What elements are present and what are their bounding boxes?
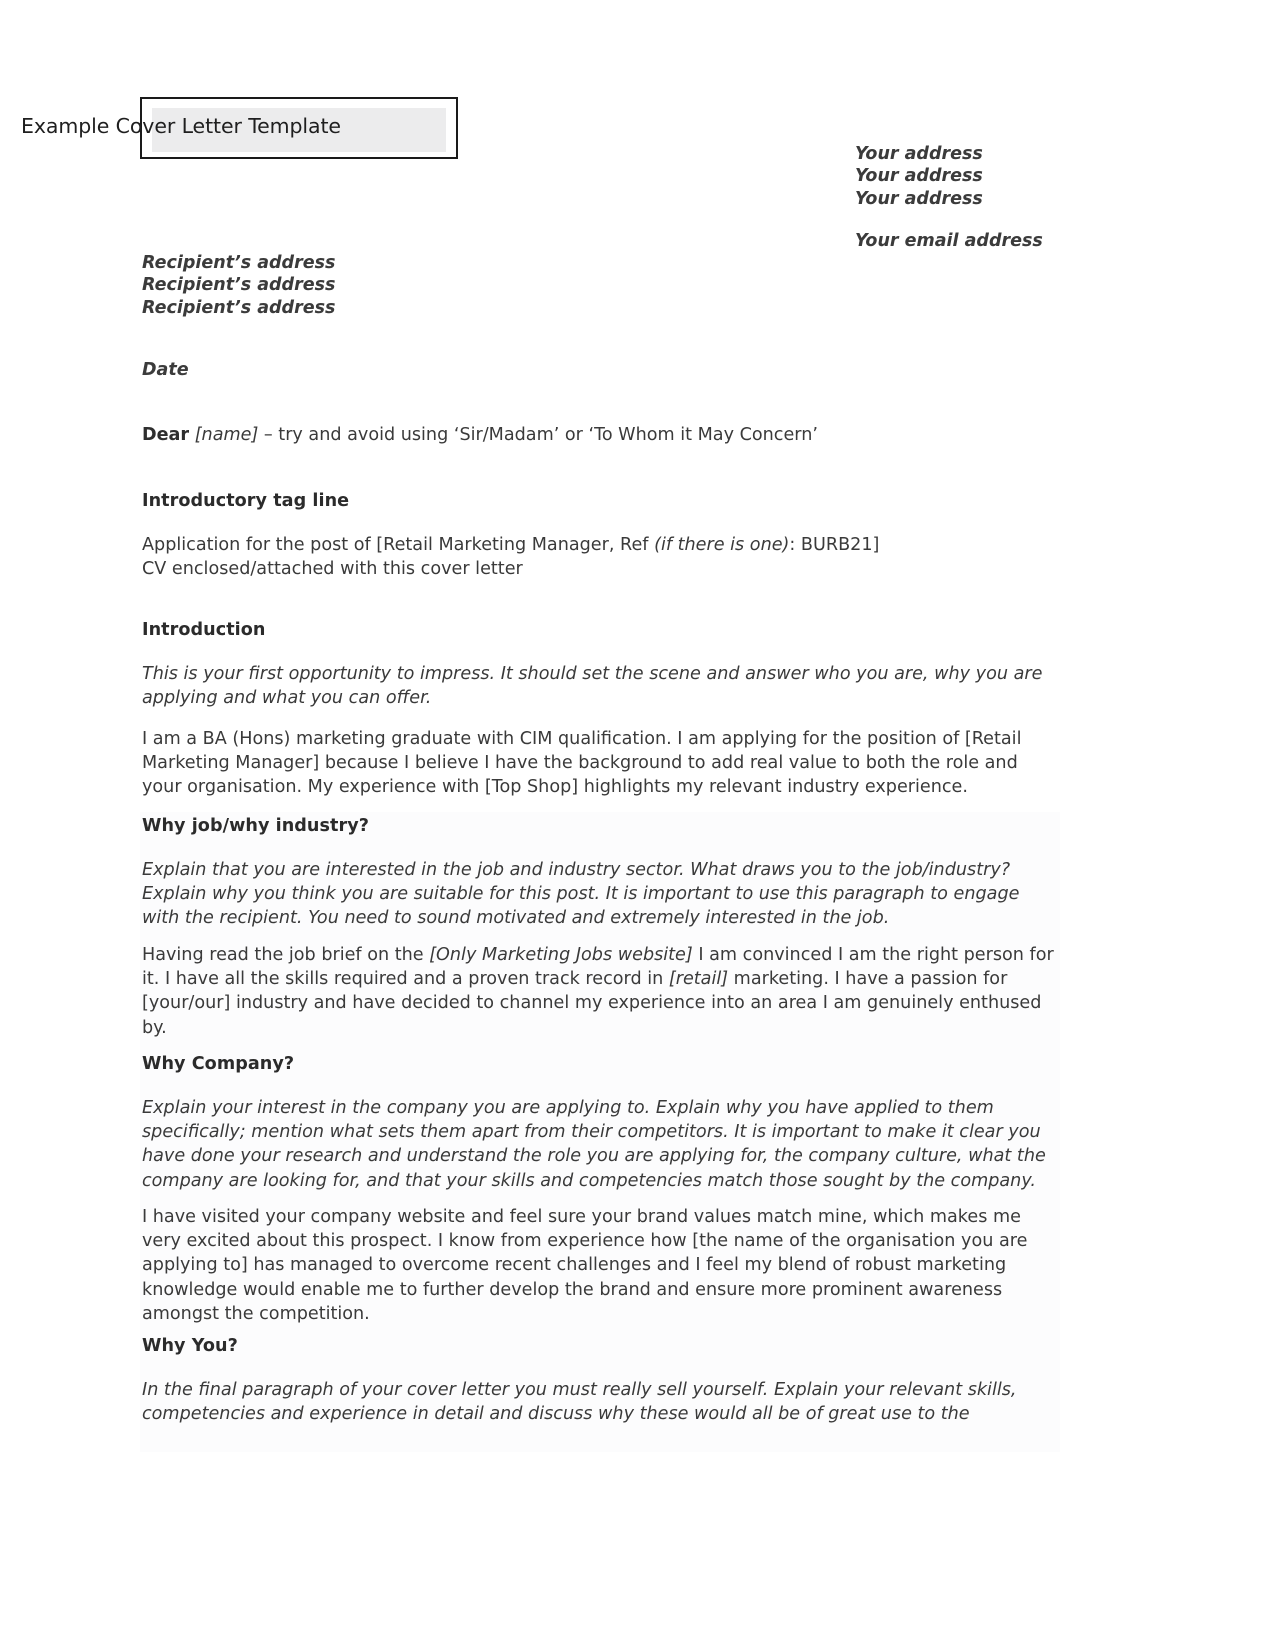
why-job-body-c: marketing. I have a passion for [your/our] industry and have decided to channel my experience into an area I am genuinely enthused by. — [142, 969, 1042, 1038]
tagline-line-1-a: Application for the post of [Retail Marketing Manager, Ref — [142, 535, 655, 555]
introduction-guidance: This is your first opportunity to impress. It should set the scene and answer who you are, why you are applying and what you can offer. — [142, 664, 1043, 709]
heading-why-company: Why Company? — [142, 1054, 295, 1074]
recipient-address-line-2: Recipient’s address — [142, 275, 336, 296]
tagline-line-1-italic: (if there is one) — [654, 535, 790, 555]
date-label: Date — [142, 360, 189, 380]
tagline-line-2: CV enclosed/attached with this cover letter — [142, 559, 523, 580]
sender-address-line-1: Your address — [855, 144, 983, 164]
heading-why-job-why-industry: Why job/why industry? — [142, 816, 369, 836]
why-job-body-b: I am convinced I am the right person for it. I have all the skills required and a proven track record in — [142, 945, 1054, 990]
why-company-body: I have visited your company website and feel sure your brand values match mine, which makes me very excited about this prospect. I know from experience how [the name of the organisation you are applying to] has managed to overcome recent challenges and I feel my blend of robust marketing knowledge would enable me to further develop the brand and ensure more prominent awareness amongst the competition. — [142, 1207, 1028, 1324]
recipient-address-block — [142, 252, 335, 319]
sender-address-line-2: Your address — [855, 166, 983, 187]
recipient-address-line-1: Recipient’s address — [142, 253, 336, 273]
salutation-greeting: Dear — [142, 425, 190, 445]
why-job-guidance: Explain that you are interested in the job and industry sector. What draws you to the job/industry? Explain why you think you are suitable for this post. It is important to use this paragraph to engage with the recipient. You need to sound motivated and extremely interested in the job. — [142, 860, 1020, 929]
tagline-line-1-b: : BURB21] — [789, 535, 880, 555]
why-job-body-italic-1: [Only Marketing Jobs website] — [429, 945, 693, 965]
sender-address-block — [855, 143, 983, 210]
why-you-guidance: In the final paragraph of your cover letter you must really sell yourself. Explain your relevant skills, competencies and experience in detail and discuss why these would all be of great use to the — [142, 1380, 1017, 1425]
heading-why-you: Why You? — [142, 1336, 238, 1356]
why-job-body-italic-2: [retail] — [668, 969, 729, 990]
heading-introduction: Introduction — [142, 620, 266, 640]
heading-introductory-tag-line: Introductory tag line — [142, 491, 350, 511]
tagline-body — [142, 533, 1060, 581]
sender-address-line-3: Your address — [855, 188, 983, 209]
document-title: Example Cover Letter Template — [21, 114, 341, 138]
salutation-line — [142, 423, 1060, 447]
why-job-body — [142, 943, 1060, 1040]
introduction-body: I am a BA (Hons) marketing graduate with CIM qualification. I am applying for the position of [Retail Marketing Manager] because I believe I have the background to add real value to both the role and your organisation. My experience with [Top Shop] highlights my relevant industry experience. — [142, 729, 1022, 798]
recipient-address-line-3: Recipient’s address — [142, 297, 336, 318]
why-job-body-a: Having read the job brief on the — [142, 945, 430, 965]
sender-email-line: Your email address — [855, 231, 1043, 251]
why-company-guidance: Explain your interest in the company you are applying to. Explain why you have applied to them specifically; mention what sets them apart from their competitors. It is important to make it clear you have done your research and understand the role you are applying for, the company culture, what the company are looking for, and that your skills and competencies match those sought by the company. — [142, 1098, 1046, 1191]
salutation-name-placeholder: [name] — [194, 425, 259, 445]
tagline-line-1 — [142, 533, 1060, 557]
salutation-rest: – try and avoid using ‘Sir/Madam’ or ‘To Whom it May Concern’ — [258, 425, 818, 445]
